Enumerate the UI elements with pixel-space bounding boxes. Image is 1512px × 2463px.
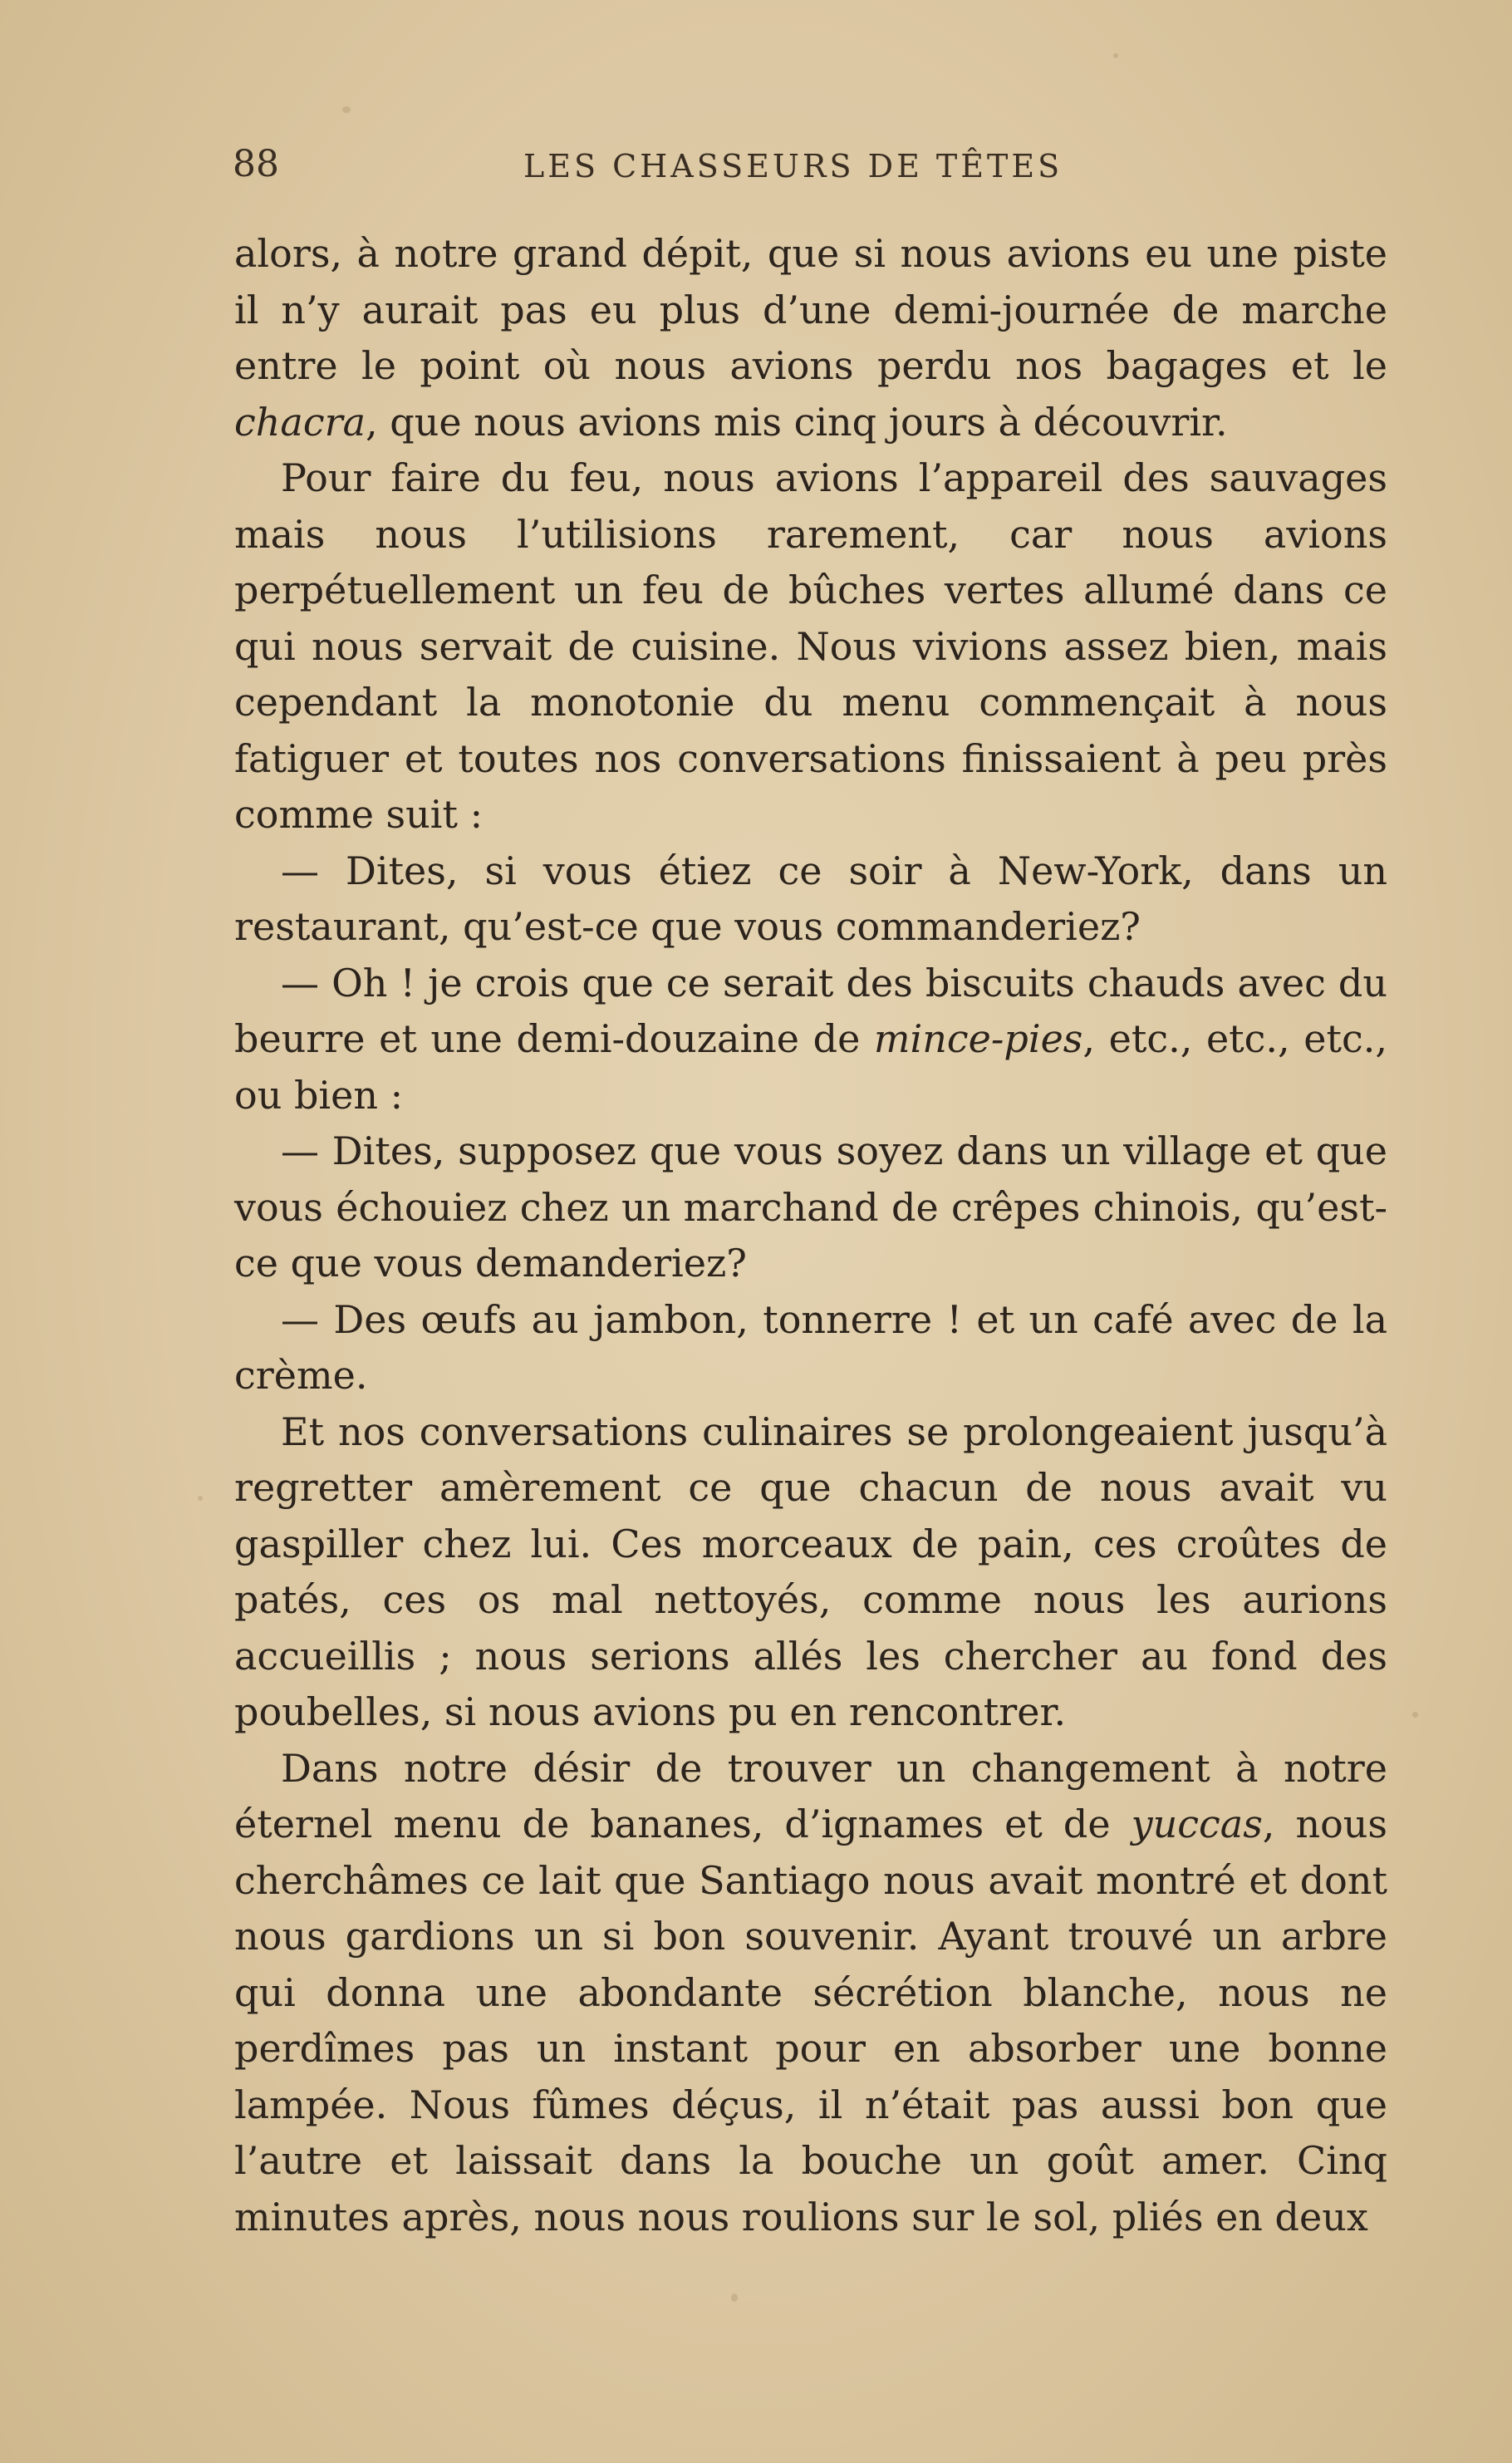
running-title: LES CHASSEURS DE TÊTES — [523, 148, 1063, 184]
page-header — [233, 140, 1387, 189]
paragraph-4-text-end: , etc., etc., etc., ou bien : — [234, 1016, 1387, 1118]
paper-speck — [342, 106, 351, 113]
paragraph-1-text-end: , que nous avions mis cinq jours à découvrir. — [366, 399, 1228, 445]
paper-speck — [198, 1496, 203, 1501]
paragraph-1 — [234, 226, 1387, 450]
paragraph-8-italic: yuccas — [1131, 1802, 1263, 1846]
paragraph-2: Pour faire du feu, nous avions l’appareil des sauvages mais nous l’utilisions rarement, car nous avions perpétuellement un feu de bûches vertes allumé dans ce qui nous servait de cuisine. Nous vivions assez bien, mais cependant la monotonie du menu commençait à nous fatiguer et toutes nos conversations finissaient à peu près comme suit : — [234, 455, 1387, 837]
paragraph-1-italic: chacra — [234, 399, 366, 445]
paragraph-4-text: — Oh ! je crois que ce serait des biscuits chauds avec du beurre et une demi-douzaine de — [234, 960, 1387, 1061]
paragraph-4-italic: mince-pies — [873, 1016, 1083, 1061]
paper-speck — [1113, 53, 1118, 58]
paragraph-8-text-end: , nous cherchâmes ce lait que Santiago nous avait montré et dont nous gardions un si bon souvenir. Ayant trouvé un arbre qui donna une abondante sécrétion blanche, nous ne perdîmes pas un instant pour en absorber une bonne lampée. Nous fûmes déçus, il n’était pas aussi bon que l’autre et laissait dans la bouche un goût amer. Cinq minutes après, nous nous roulions sur le sol, pliés en deux — [234, 1802, 1388, 2239]
page-number: 88 — [233, 143, 279, 185]
body-text — [234, 226, 1387, 2245]
paper-speck — [1412, 1712, 1418, 1718]
paragraph-3: — Dites, si vous étiez ce soir à New-York, dans un restaurant, qu’est-ce que vous commanderiez? — [234, 848, 1387, 949]
paragraph-7: Et nos conversations culinaires se prolongeaient jusqu’à regretter amèrement ce que chacun de nous avait vu gaspiller chez lui. Ces morceaux de pain, ces croûtes de patés, ces os mal nettoyés, comme nous les aurions accueillis ; nous serions allés les chercher au fond des poubelles, si nous avions pu en rencontrer. — [234, 1408, 1387, 1734]
paragraph-8 — [234, 1741, 1387, 2246]
paper-speck — [731, 2293, 738, 2302]
paragraph-5: — Dites, supposez que vous soyez dans un village et que vous échouiez chez un marchand de crêpes chinois, qu’est-ce que vous demanderiez? — [234, 1128, 1387, 1286]
paragraph-1-text: alors, à notre grand dépit, que si nous avions eu une piste il n’y aurait pas eu plus d’une demi-journée de marche entre le point où nous avions perdu nos bagages et le — [234, 231, 1387, 388]
paragraph-6: — Des œufs au jambon, tonnerre ! et un café avec de la crème. — [234, 1296, 1387, 1398]
paragraph-8-text: Dans notre désir de trouver un changement à notre éternel menu de bananes, d’ignames et de — [234, 1745, 1387, 1846]
paragraph-4 — [234, 956, 1387, 1124]
